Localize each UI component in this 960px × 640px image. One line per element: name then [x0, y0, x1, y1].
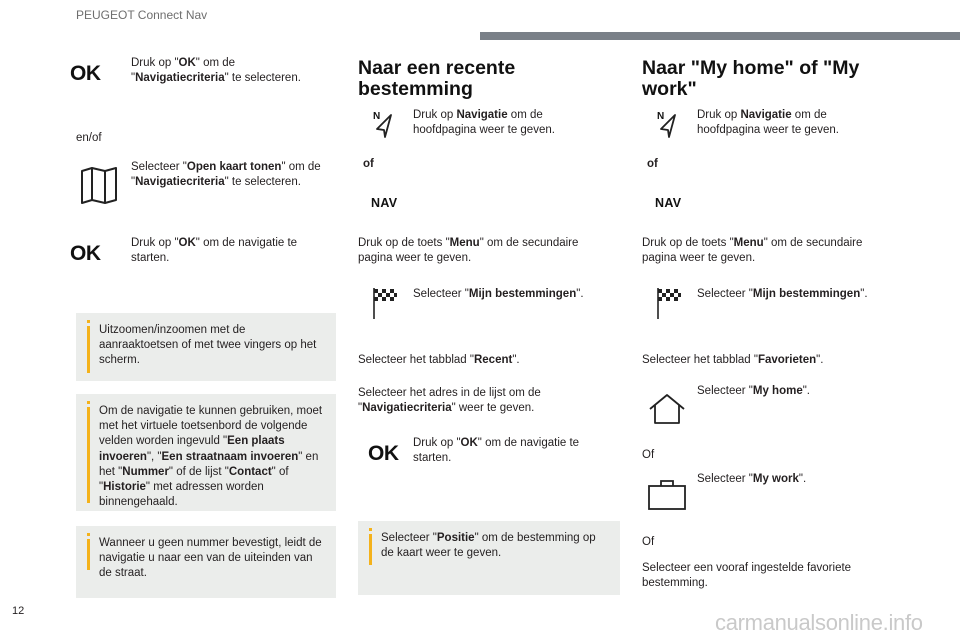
step-press-menu: Druk op de toets "Menu" om de secundaire pagina weer te geven. — [358, 237, 579, 265]
header-title: PEUGEOT Connect Nav — [76, 8, 208, 22]
step-press-ok-start: Druk op "OK" om de navigatie te starten. — [413, 437, 580, 465]
step-select-my-work: Selecteer "My work". — [697, 473, 807, 485]
section-title-home-work: Naar "My home" of "My work" — [642, 57, 860, 101]
info-keyboard-text: Om de navigatie te kunnen gebruiken, moet met het virtuele toetsenbord de volgende velden worden ingevuld "Een plaats invoeren", "Een straatnaam invoeren" en het "Nummer" of de lijst "Contact" of "Historie" met adressen worden binnengehaald. — [99, 405, 323, 509]
watermark: carmanualsonline.info — [715, 610, 923, 635]
of-label: of — [647, 158, 658, 170]
step-select-favorite: Selecteer een vooraf ingestelde favoriete bestemming. — [642, 562, 852, 590]
header-bar — [480, 32, 960, 40]
navigation-icon — [369, 109, 397, 143]
nav-button-icon: NAV — [655, 196, 682, 210]
section-title-recent: Naar een recente bestemming — [358, 57, 516, 101]
step-press-navigation: Druk op Navigatie om de hoofdpagina weer te geven. — [413, 109, 555, 137]
of-label: of — [363, 158, 374, 170]
page-number: 12 — [12, 605, 25, 617]
or-label: Of — [642, 449, 655, 461]
nav-button-icon: NAV — [371, 196, 398, 210]
navigation-icon — [653, 109, 681, 143]
step-press-ok-start: Druk op "OK" om de navigatie te starten. — [131, 237, 298, 265]
info-number-text: Wanneer u geen nummer bevestigt, leidt de navigatie u naar een van de uiteinden van de straat. — [99, 537, 322, 580]
svg-text:N: N — [657, 111, 665, 122]
ok-icon: OK — [368, 442, 399, 465]
step-select-destinations: Selecteer "Mijn bestemmingen". — [697, 288, 868, 300]
ok-icon: OK — [70, 62, 101, 85]
checkered-flag-icon — [655, 286, 683, 320]
map-icon — [80, 167, 118, 204]
svg-text:N: N — [373, 111, 381, 122]
briefcase-icon — [647, 477, 687, 511]
step-select-tab-recent: Selecteer het tabblad "Recent". — [358, 354, 520, 366]
step-press-ok-criteria: Druk op "OK" om de "Navigatiecriteria" te selecteren. — [131, 57, 301, 85]
or-label: Of — [642, 536, 655, 548]
ok-icon: OK — [70, 242, 101, 265]
info-box-position — [358, 521, 620, 595]
info-zoom-text: Uitzoomen/inzoomen met de aanraaktoetsen of met twee vingers op het scherm. — [99, 324, 317, 367]
step-press-navigation: Druk op Navigatie om de hoofdpagina weer te geven. — [697, 109, 839, 137]
info-box-number — [76, 526, 336, 598]
checkered-flag-icon — [371, 286, 399, 320]
and-or-label: en/of — [76, 132, 102, 144]
step-press-menu: Druk op de toets "Menu" om de secundaire pagina weer te geven. — [642, 237, 863, 265]
step-select-address: Selecteer het adres in de lijst om de "Navigatiecriteria" weer te geven. — [358, 387, 541, 415]
info-box-keyboard — [76, 394, 336, 511]
step-select-destinations: Selecteer "Mijn bestemmingen". — [413, 288, 584, 300]
step-open-map: Selecteer "Open kaart tonen" om de "Navigatiecriteria" te selecteren. — [131, 161, 321, 189]
step-select-my-home: Selecteer "My home". — [697, 385, 810, 397]
home-icon — [647, 392, 687, 426]
info-box-zoom — [76, 313, 336, 381]
info-position-text: Selecteer "Positie" om de bestemming op de kaart weer te geven. — [381, 532, 596, 560]
step-select-tab-favorites: Selecteer het tabblad "Favorieten". — [642, 354, 824, 366]
